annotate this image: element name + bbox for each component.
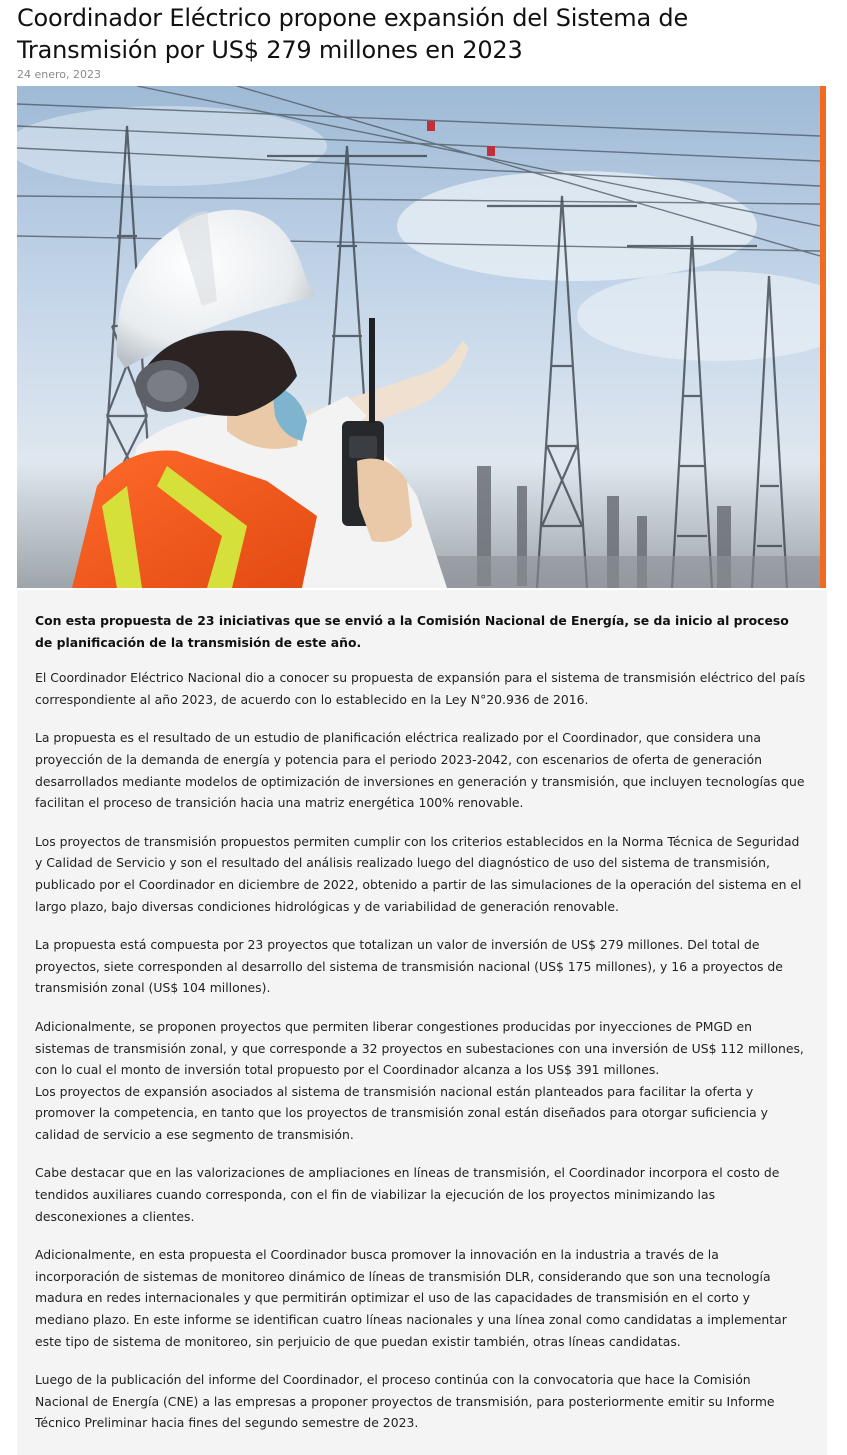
article-paragraph: La propuesta es el resultado de un estudio de planificación eléctrica realizado por el Coordinador, que considera una proyección de la demanda de energía y potencia para el periodo 2023-2042, con escenarios de oferta de generación desarrollados mediante modelos de optimización de inversiones en generación y transmisión, que incluyen tecnologías que facilitan el proceso de transición hacia una matriz energética 100% renovable. (35, 730, 805, 811)
article-paragraph: Adicionalmente, se proponen proyectos que permiten liberar congestiones producidas por inyecciones de PMGD en sistemas de transmisión zonal, y que corresponde a 32 proyectos en subestaciones con una inversión de US$ 112 millones, con lo cual el monto de inversión total propuesto por el Coordinador alcanza a los US$ 391 millones. (35, 1018, 804, 1078)
article-body (17, 590, 827, 1455)
article-paragraph: Los proyectos de expansión asociados al sistema de transmisión nacional están planteados para facilitar la oferta y promover la competencia, en tanto que los proyectos de transmisión zonal están diseñados para otorgar suficiencia y calidad de servicio a ese segmento de transmisión. (35, 1083, 768, 1142)
engineer-photo-illustration (17, 86, 820, 588)
article-paragraph: Los proyectos de transmisión propuestos permiten cumplir con los criterios establecidos en la Norma Técnica de Seguridad y Calidad de Servicio y son el resultado del análisis realizado luego del diagnóstico de uso del sistema de transmisión, publicado por el Coordinador en diciembre de 2022, obtenido a partir de las simulaciones de la operación del sistema en el largo plazo, bajo diversas condiciones hidrológicas y de variabilidad de generación renovable. (35, 833, 802, 914)
article-title: Coordinador Eléctrico propone expansión del Sistema de Transmisión por US$ 279 millones en 2023 (17, 4, 689, 64)
article-paragraph: Adicionalmente, en esta propuesta el Coordinador busca promover la innovación en la industria a través de la incorporación de sistemas de monitoreo dinámico de líneas de transmisión DLR, considerando que son una tecnología madura en redes internacionales y que permitirán optimizar el uso de las capacidades de transmisión en el corto y mediano plazo. En este informe se identifican cuatro líneas nacionales y una línea zonal como candidatas a implementar este tipo de sistema de monitoreo, sin perjuicio de que puedan existir también, otras líneas candidatas. (35, 1247, 787, 1349)
article-paragraph: Cabe destacar que en las valorizaciones de ampliaciones en líneas de transmisión, el Coordinador incorpora el costo de tendidos auxiliares cuando corresponda, con el fin de viabilizar la ejecución de los proyectos minimizando las desconexiones a clientes. (35, 1165, 780, 1224)
article-paragraph: El Coordinador Eléctrico Nacional dio a conocer su propuesta de expansión para el sistema de transmisión eléctrico del país correspondiente al año 2023, de acuerdo con lo establecido en la Ley N°20.936 de 2016. (35, 670, 806, 707)
hero-image (17, 86, 820, 588)
article-lead: Con esta propuesta de 23 iniciativas que se envió a la Comisión Nacional de Energía, se da inicio al proceso de planificación de la transmisión de este año. (35, 613, 789, 650)
hero-accent-bar (820, 86, 826, 588)
article-paragraph: La propuesta está compuesta por 23 proyectos que totalizan un valor de inversión de US$ 279 millones. Del total de proyectos, siete corresponden al desarrollo del sistema de transmisión nacional (US$ 175 millones), y 16 a proyectos de transmisión zonal (US$ 104 millones). (35, 937, 783, 996)
article-date: 24 enero, 2023 (17, 68, 101, 81)
article-paragraph: Luego de la publicación del informe del Coordinador, el proceso continúa con la convocatoria que hace la Comisión Nacional de Energía (CNE) a las empresas a proponer proyectos de transmisión, para posteriormente emitir su Informe Técnico Preliminar hacia fines del segundo semestre de 2023. (35, 1372, 775, 1431)
